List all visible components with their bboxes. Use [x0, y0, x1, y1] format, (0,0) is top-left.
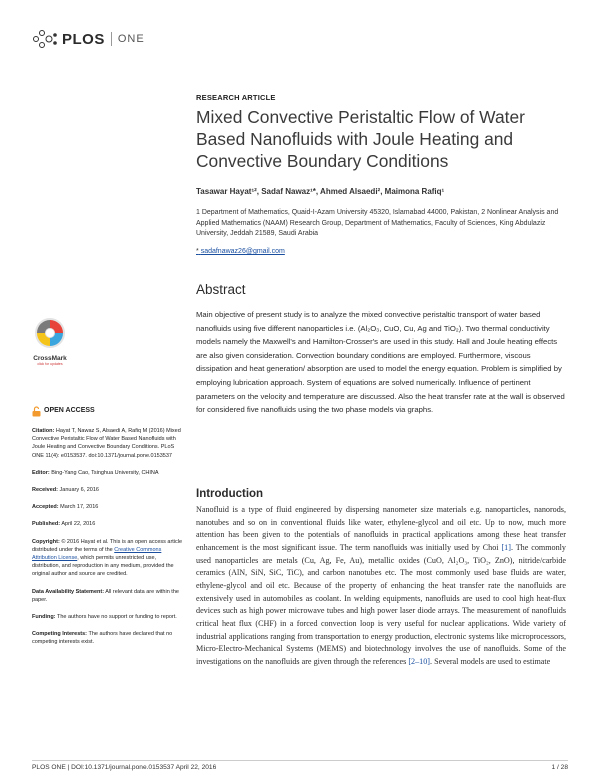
received-block [32, 486, 184, 494]
crossmark-icon [33, 316, 67, 350]
copyright-text-2: , which permits unrestricted use, distribution, and reproduction in any medium, provided the original author and source are credited. [32, 555, 174, 578]
data-availability-label: Data Availability Statement: [32, 588, 105, 595]
reference-link-1[interactable]: [1] [501, 542, 511, 552]
corresponding-star: * [196, 248, 199, 255]
intro-part-2: . The commonly used nanoparticles are metals (Cu, Ag, Fe, Au), metallic oxides (CuO, Al₂O₃, TiO₂, ZnO), nitride/carbide ceramics (AlN, SiN, SiC, TiC), and carbon nanotubes etc. The most commonly used base fluids are water, ethylene-glycol and oil etc. Because of the property of enhancing the heat transfer rate the nanofluids are extensively used in automobiles as coolant. In welding equipments, nanofluids are used to cool high heat-flux devices such as high power microwave tubes and high power laser diode arrays. The measurement of nanofluids critical heat flux (CHF) in a forced convection loop is very useful for nuclear applications. Wide variety of industrial applications ranging from transportation to energy production, electronic systems like microprocessors, Micro-Electro-Mechanical Systems (MEMS) and biotechnology involves the use of nanofluids. Some of the investigations on the nanofluids are given through the references [196, 542, 566, 666]
citation-block [32, 427, 184, 460]
article-type-label: RESEARCH ARTICLE [196, 93, 276, 102]
article-sidebar [32, 406, 184, 656]
corresponding-email-link[interactable] [196, 248, 285, 255]
article-title: Mixed Convective Peristaltic Flow of Water Based Nanofluids with Joule Heating and Convective Boundary Conditions [196, 107, 525, 171]
received-date: January 6, 2016 [59, 487, 99, 494]
funding-label: Funding: [32, 614, 56, 621]
published-date: April 22, 2016 [61, 521, 96, 528]
open-lock-icon [32, 406, 41, 417]
introduction-heading: Introduction [196, 488, 264, 500]
intro-part-3: . Several models are used to estimate [430, 656, 551, 666]
page-number: 1 / 28 [551, 764, 568, 771]
abstract-heading: Abstract [196, 282, 246, 297]
copyright-text-1: © 2016 Hayat et al. This is an open access article distributed under the terms of the [32, 538, 183, 553]
published-block [32, 520, 184, 528]
page-footer [32, 760, 568, 771]
reference-link-2-10[interactable]: [2–10] [408, 656, 430, 666]
copyright-label: Copyright: [32, 538, 60, 545]
accepted-date: March 17, 2016 [60, 504, 99, 511]
copyright-block [32, 538, 184, 579]
logo-divider [111, 32, 112, 46]
received-label: Received: [32, 487, 58, 494]
competing-interests-block [32, 630, 184, 646]
editor-label: Editor: [32, 469, 50, 476]
crossmark-badge[interactable] [30, 316, 70, 366]
open-access-badge [32, 406, 184, 417]
author-list[interactable]: Tasawar Hayat¹², Sadaf Nawaz¹*, Ahmed Alsaedi², Maimona Rafiq¹ [196, 187, 445, 196]
competing-interests-label: Competing Interests: [32, 631, 88, 638]
introduction-text [196, 504, 566, 669]
corresponding-email[interactable]: sadafnawaz26@gmail.com [200, 248, 285, 255]
editor-text: Bing-Yang Cao, Tsinghua University, CHINA [51, 469, 159, 476]
crossmark-label: CrossMark [33, 355, 67, 362]
accepted-label: Accepted: [32, 504, 59, 511]
intro-part-1: Nanofluid is a type of fluid engineered by dispersing nanometer size materials e.g. nanoparticles, nanorods, nanotubes and so on in conventional fluids like water, ethylene-glycol and oil etc. Up to now, much more attention has been given to the potentials of nanofluids in practical applications among these heat transfer enhancement is the most significant issue. The term nanofluids was initially used by Choi [196, 505, 566, 552]
funding-text: The authors have no support or funding to report. [56, 614, 177, 621]
crossmark-sub: click for updates [37, 362, 63, 366]
citation-label: Citation: [32, 428, 55, 434]
accepted-block [32, 503, 184, 511]
funding-block [32, 613, 184, 621]
license-link[interactable]: Creative Commons Attribution License [32, 546, 162, 562]
editor-block [32, 469, 184, 477]
citation-text: Hayat T, Nawaz S, Alsaedi A, Rafiq M (2016) Mixed Convective Peristaltic Flow of Water Based Nanofluids with Joule Heating and Convective Boundary Conditions. PLoS ONE 11(4): e0153537. doi:10.1371/journal.pone.0153537 [32, 428, 181, 459]
data-availability-block [32, 588, 184, 604]
footer-doi: PLOS ONE | DOI:10.1371/journal.pone.0153537 April 22, 2016 [32, 764, 217, 771]
published-label: Published: [32, 521, 61, 528]
data-availability-text: All relevant data are within the paper. [32, 588, 179, 603]
logo-brand: PLOS [62, 30, 105, 48]
abstract-text: Main objective of present study is to analyze the mixed convective peristaltic transport of water based nanofluids using five different nanoparticles i.e. (Al₂O₃, CuO, Cu, Ag and TiO₂). Two thermal conductivity models namely the Maxwell's and Hamilton-Crosser's are used in this study. Hall and Joule heating effects are also given consideration. Convection boundary conditions are employed. Furthermore, viscous dissipation and heat generation/ absorption are used to model the energy equation. Problem is simplified by employing lubrication approach. System of equations are solved numerically. Influence of pertinent parameters on the velocity and temperature are discussed. Also the heat transfer rate at the wall is observed for considered five nanofluids using the two phase models via graphs. [196, 310, 565, 415]
open-access-label: OPEN ACCESS [44, 407, 95, 415]
competing-interests-text: The authors have declared that no competing interests exist. [32, 631, 173, 646]
plos-one-logo[interactable] [32, 26, 172, 52]
logo-journal: ONE [117, 33, 145, 45]
affiliations: 1 Department of Mathematics, Quaid-I-Azam University 45320, Islamabad 44000, Pakistan, 2 Nonlinear Analysis and Applied Mathematics (NAAM) Research Group, Department of Mathematics, Faculty of Sciences, King Abdulaziz University, Jeddah 21589, Saudi Arabia [196, 209, 559, 237]
plos-molecule-icon [32, 29, 58, 49]
